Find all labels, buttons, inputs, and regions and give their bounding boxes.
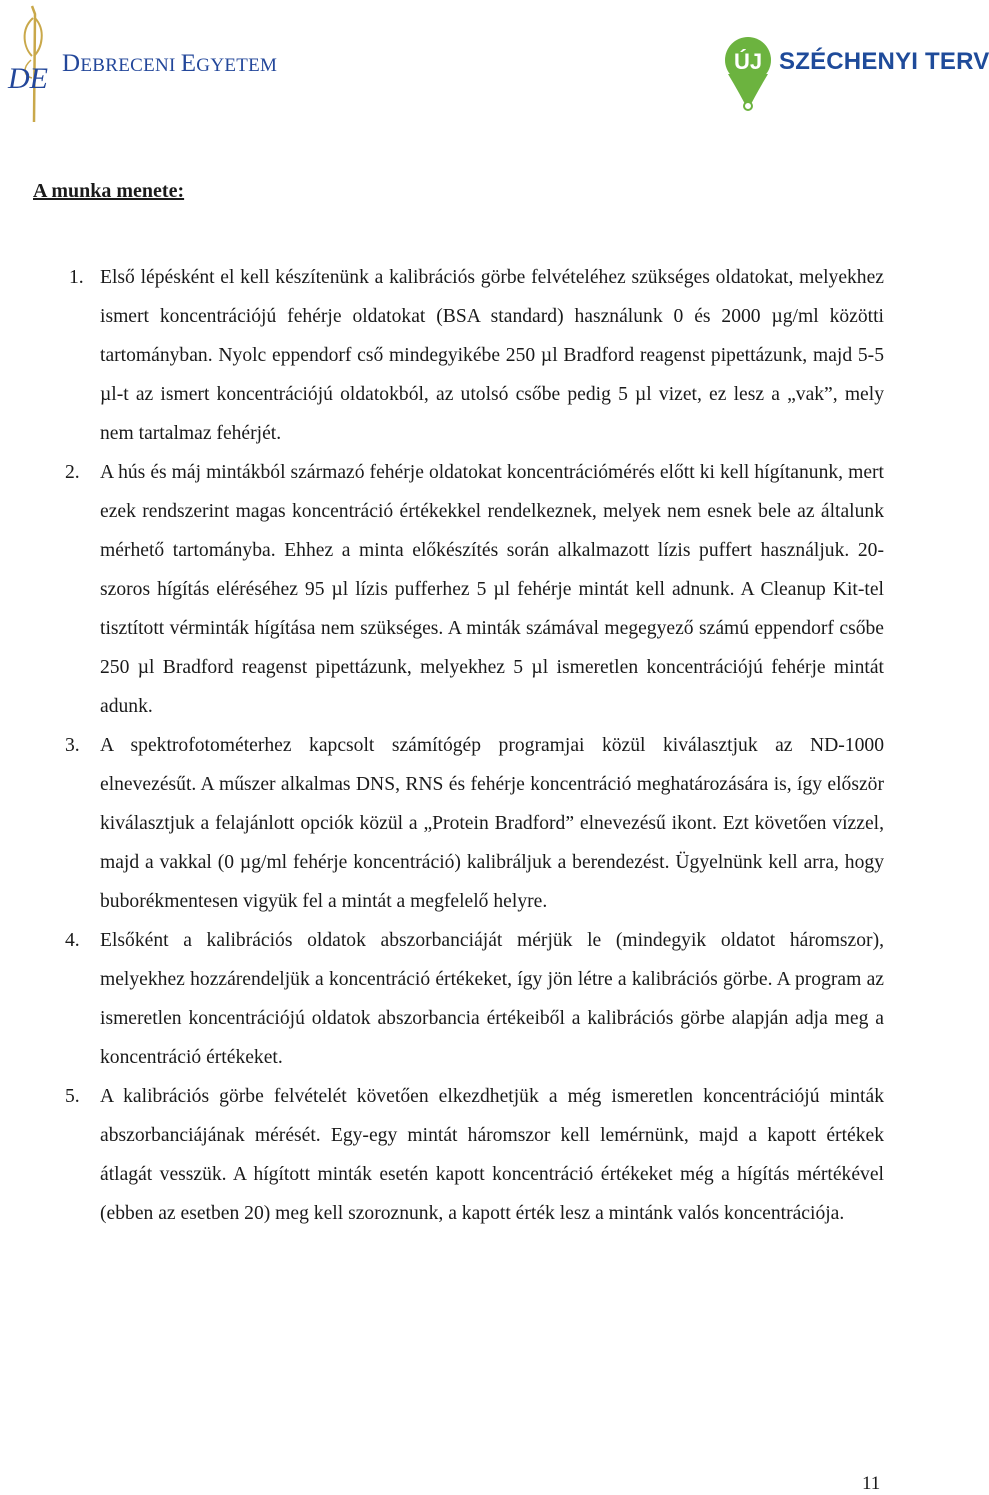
university-name-initial-1: D — [62, 50, 81, 77]
logo-word: ÚJ — [733, 49, 763, 74]
list-item-number: 3. — [65, 735, 80, 756]
debreceni-egyetem-logo-icon — [2, 4, 52, 124]
list-item — [62, 1077, 884, 1233]
list-item-text: A kalibrációs görbe felvételét követően elkezdhetjük a még ismeretlen koncentrációjú minták abszorbanciájának mérését. Egy-egy mintát háromszor kell lemérnünk, majd a kapott értékek átlagát vesszük. A hígított minták esetén kapott koncentráció értékeket még a hígítás mértékével (ebben az esetben 20) meg kell szoroznunk, a kapott érték lesz a mintánk valós koncentrációja. — [100, 1086, 884, 1224]
list-item-number: 1. — [69, 267, 84, 288]
list-item — [62, 726, 884, 921]
logo-monogram: DE — [8, 62, 48, 95]
list-item — [62, 921, 884, 1077]
university-name-initial-2: E — [180, 50, 197, 77]
page-header — [0, 0, 989, 130]
steps-list — [62, 258, 884, 1233]
list-item-text: Első lépésként el kell készítenünk a kalibrációs görbe felvételéhez szükséges oldatokat, melyekhez ismert koncentrációjú fehérje oldatokat (BSA standard) használunk 0 és 2000 µg/ml közötti tartományban. Nyolc eppendorf cső mindegyikébe 250 µl Bradford reagenst pipettázunk, majd 5-5 µl-t az ismert koncentrációjú oldatokból, az utolsó csőbe pedig 5 µl vizet, ez lesz a „vak”, mely nem tartalmaz fehérjét. — [100, 267, 884, 444]
list-item-number: 4. — [65, 930, 80, 951]
university-name-rest-2: GYETEM — [196, 55, 278, 76]
list-item — [62, 258, 884, 453]
page-number: 11 — [862, 1473, 881, 1494]
main-content — [62, 258, 884, 1233]
university-name-rest-1: EBRECENI — [80, 55, 176, 76]
list-item-text: A hús és máj mintákból származó fehérje oldatokat koncentrációmérés előtt ki kell hígítanunk, mert ezek rendszerint magas koncentráció értékekkel rendelkeznek, melyek nem esnek bele az általunk mérhető tartományba. Ehhez a minta előkészítés során alkalmazott lízis puffert használjuk. 20-szoros hígítás eléréséhez 95 µl lízis pufferhez 5 µl fehérje mintát kell adnunk. A Cleanup Kit-tel tisztított vérminták hígítása nem szükséges. A minták számával megegyező számú eppendorf csőbe 250 µl Bradford reagenst pipettázunk, melyekhez 5 µl ismeretlen koncentrációjú fehérje mintát adunk. — [100, 462, 884, 717]
szechenyi-terv-logo-icon — [722, 34, 774, 112]
university-name — [62, 50, 277, 78]
list-item-text: Elsőként a kalibrációs oldatok abszorbanciáját mérjük le (mindegyik oldatot háromszor), melyekhez hozzárendeljük a koncentráció értékeket, így jön létre a kalibrációs görbe. A program az ismeretlen koncentrációjú oldatok abszorbancia értékeiből a kalibrációs görbe alapján adja meg a koncentráció értékeket. — [100, 930, 884, 1068]
section-title: A munka menete: — [33, 180, 185, 202]
list-item-text: A spektrofotométerhez kapcsolt számítógép programjai közül kiválasztjuk az ND-1000 elnevezésűt. A műszer alkalmas DNS, RNS és fehérje koncentráció meghatározására is, így először kiválasztjuk a felajánlott opciók közül a „Protein Bradford” elnevezésű ikont. Ezt követően vízzel, majd a vakkal (0 µg/ml fehérje koncentráció) kalibráljuk a berendezést. Ügyelnünk kell arra, hogy buborékmentesen vigyük fel a mintát a megfelelő helyre. — [100, 735, 884, 912]
sponsor-name: SZÉCHENYI TERV — [779, 48, 989, 75]
list-item — [62, 453, 884, 726]
list-item-number: 2. — [65, 462, 80, 483]
list-item-number: 5. — [65, 1086, 80, 1107]
